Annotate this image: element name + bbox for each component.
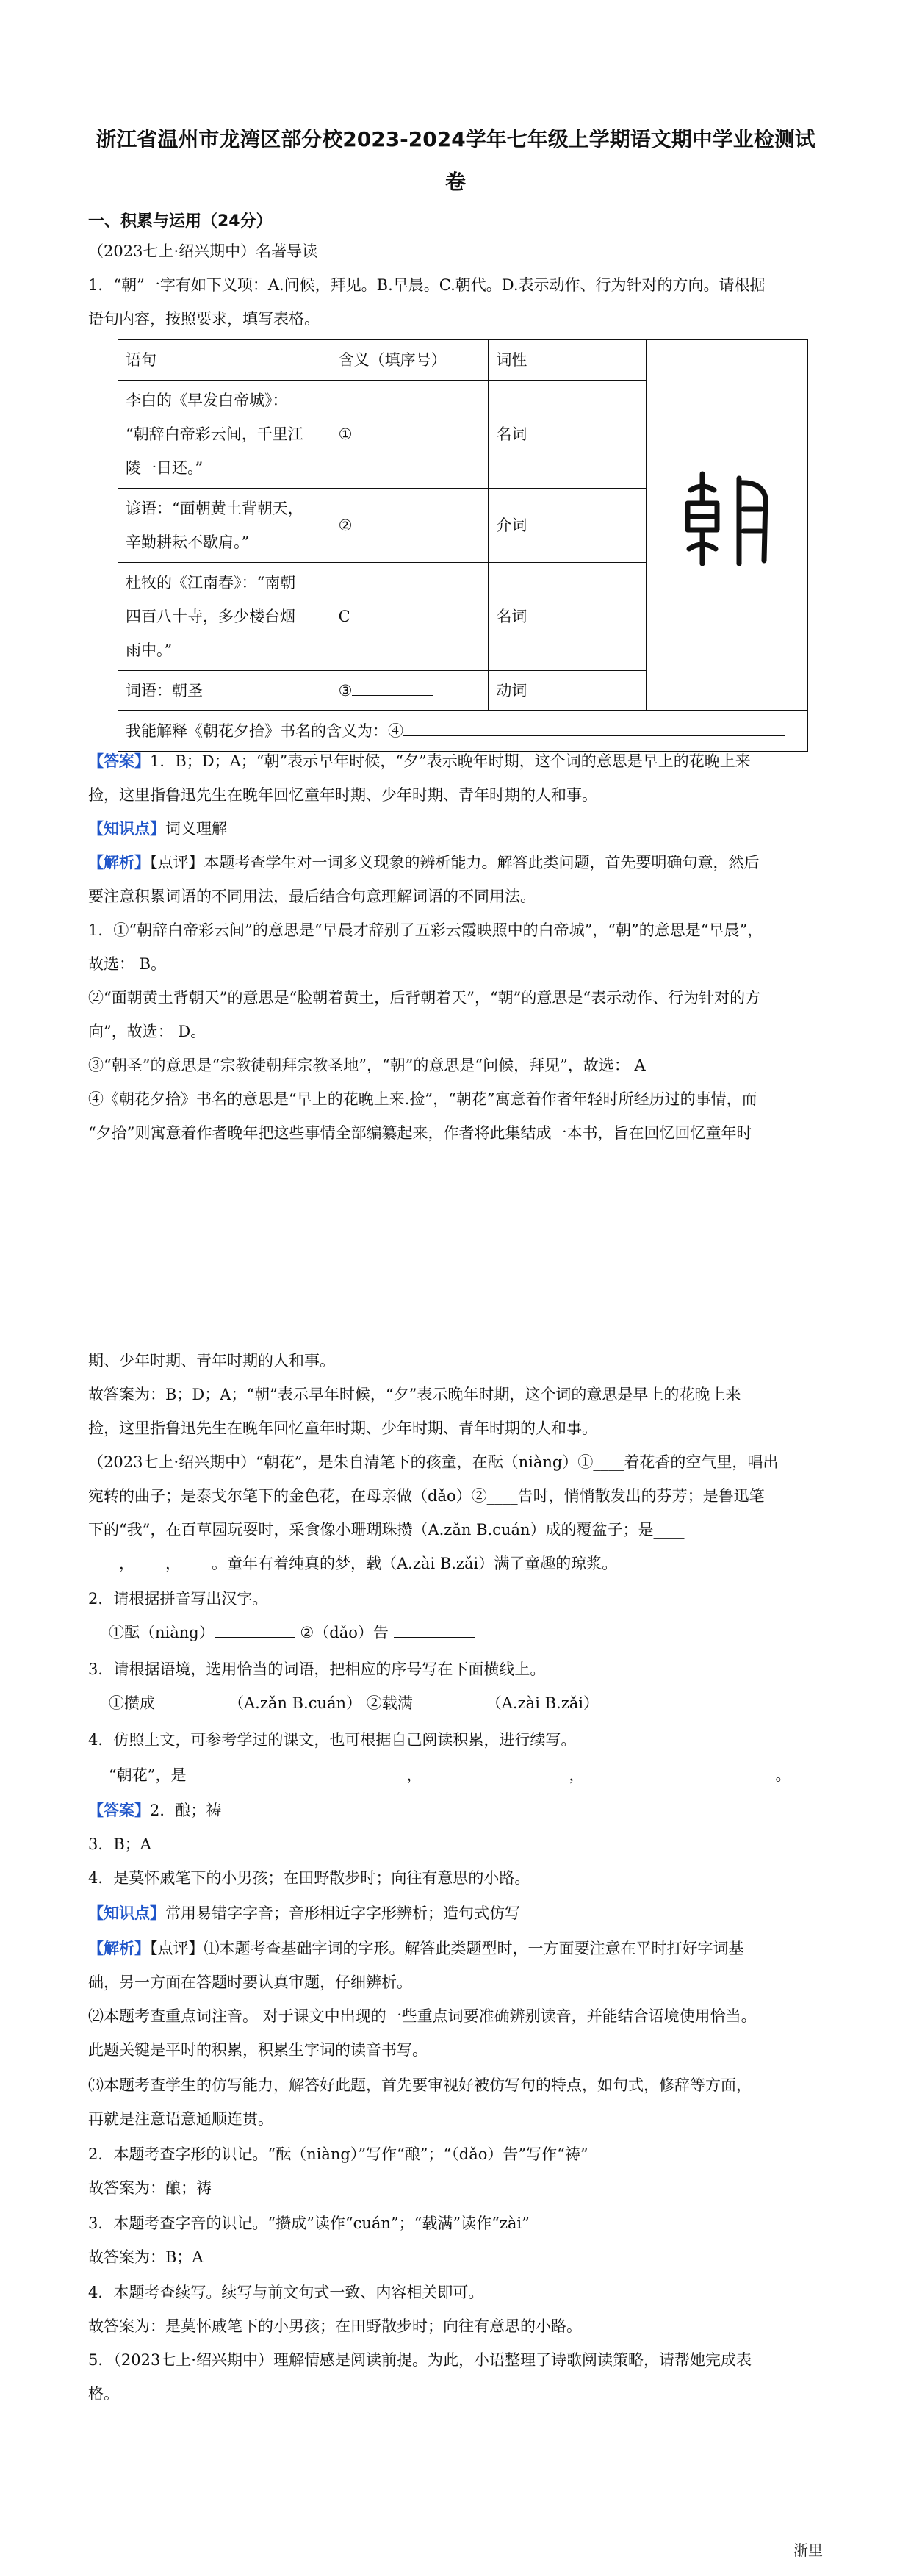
analysis-line: ④《朝花夕拾》书名的意思是“早上的花晚上来.捡”，“朝花”寓意着作者年轻时所经历过的事情，而 xyxy=(88,1090,757,1108)
question-source: （2023七上·绍兴期中）名著导读 xyxy=(88,242,318,260)
question-4-text: 4．仿照上文，可参考学过的课文，也可根据自己阅读积累，进行续写。 xyxy=(88,1731,577,1749)
answer-line: 【答案】1．B；D；A；“朝”表示早年时候，“夕”表示晚年时期，这个词的意思是早上的花晚上来 xyxy=(88,752,751,770)
table-cell-pos: 介词 xyxy=(489,489,647,563)
question-3-text: 3．请根据语境，选用恰当的词语，把相应的序号写在下面横线上。 xyxy=(88,1661,546,1678)
analysis-line: 【解析】【点评】⑴本题考查基础字词的字形。解答此类题型时，一方面要注意在平时打好字词基 xyxy=(88,1939,744,1957)
table-cell-booktitle: 我能解释《朝花夕拾》书名的含义为：④ xyxy=(118,711,808,752)
table-cell-pos: 名词 xyxy=(489,563,647,671)
analysis-line: 3．本题考查字音的识记。“攒成”读作“cuán”；“载满”读作“zài” xyxy=(88,2215,530,2232)
seal-script-glyph xyxy=(669,461,786,578)
table-cell-meaning: ② xyxy=(331,489,489,563)
analysis-line: 2．本题考查字形的识记。“酝（niàng）”写作“酿”；“（dǎo）告”写作“祷” xyxy=(88,2145,588,2163)
analysis-line: 4．本题考查续写。续写与前文句式一致、内容相关即可。 xyxy=(88,2284,484,2301)
answer-blank[interactable] xyxy=(394,1622,475,1638)
passage-line: ____，____，____。童年有着纯真的梦，载（A.zài B.zǎi）满了童趣的琼浆。 xyxy=(88,1555,618,1572)
answer-blank[interactable] xyxy=(422,1765,569,1780)
analysis-line: 此题关键是平时的积累，积累生字词的读音书写。 xyxy=(88,2041,428,2059)
answer-blank[interactable] xyxy=(403,721,785,736)
question-5-text: 格。 xyxy=(88,2385,119,2403)
table-cell-meaning: ① xyxy=(331,381,489,489)
analysis-line: 捡，这里指鲁迅先生在晚年回忆童年时期、少年时期、青年时期的人和事。 xyxy=(88,1420,597,1437)
analysis-line: ⑵本题考查重点词注音。 对于课文中出现的一些重点词要准确辨别读音，并能结合语境使用恰当。 xyxy=(88,2007,757,2025)
table-header-cell: 语句 xyxy=(118,340,331,381)
page-title: 浙江省温州市龙湾区部分校2023-2024学年七年级上学期语文期中学业检测试 xyxy=(96,127,815,151)
analysis-line: 故答案为：B；A xyxy=(88,2248,204,2266)
seal-glyph-cell xyxy=(647,340,808,711)
question-1-text: 语句内容，按照要求，填写表格。 xyxy=(88,310,320,328)
question-5-text: 5．（2023七上·绍兴期中）理解情感是阅读前提。为此，小语整理了诗歌阅读策略，请帮她完成表 xyxy=(88,2351,752,2369)
analysis-line: 向”，故选： D。 xyxy=(88,1023,206,1040)
answer-blank[interactable] xyxy=(584,1765,775,1780)
section-heading: 一、积累与运用（24分） xyxy=(88,212,273,231)
analysis-line: 期、少年时期、青年时期的人和事。 xyxy=(88,1352,335,1370)
question-table xyxy=(118,339,808,752)
table-header-cell: 含义（填序号） xyxy=(331,340,489,381)
answer-blank[interactable] xyxy=(352,424,433,439)
question-4-blanks: “朝花”，是 ， ， 。 xyxy=(109,1766,791,1784)
knowledge-point: 【知识点】词义理解 xyxy=(88,819,227,838)
analysis-line: ⑶本题考查学生的仿写能力，解答好此题，首先要审视好被仿写句的特点，如句式，修辞等方面， xyxy=(88,2076,752,2094)
table-cell-pos: 名词 xyxy=(489,381,647,489)
answer-line: 4．是莫怀戚笔下的小男孩；在田野散步时；向往有意思的小路。 xyxy=(88,1869,530,1887)
analysis-line: ②“面朝黄土背朝天”的意思是“脸朝着黄土，后背朝着天”，“朝”的意思是“表示动作、行为针对的方 xyxy=(88,989,761,1007)
question-3-items: ①攒成 （A.zǎn B.cuán） ②载满 （A.zài B.zǎi） xyxy=(109,1694,599,1712)
analysis-line: ③“朝圣”的意思是“宗教徒朝拜宗教圣地”，“朝”的意思是“问候，拜见”，故选： A xyxy=(88,1057,646,1074)
analysis-line: 【解析】【点评】本题考查学生对一词多义现象的辨析能力。解答此类问题，首先要明确句意，然后 xyxy=(88,853,760,871)
analysis-line: 1．①“朝辞白帝彩云间”的意思是“早晨才辞别了五彩云霞映照中的白帝城”，“朝”的意思是“早晨”， xyxy=(88,921,763,939)
table-row-last xyxy=(118,711,808,752)
analysis-line: 故选： B。 xyxy=(88,955,167,973)
table-cell-meaning: ③ xyxy=(331,671,489,711)
question-2-text: 2．请根据拼音写出汉字。 xyxy=(88,1590,268,1608)
answer-blank[interactable] xyxy=(413,1693,486,1708)
analysis-line: 故答案为：酿；祷 xyxy=(88,2179,212,2197)
answer-blank[interactable] xyxy=(186,1765,406,1780)
analysis-line: 础，另一方面在答题时要认真审题，仔细辨析。 xyxy=(88,1974,412,1991)
analysis-line: 故答案为：是莫怀戚笔下的小男孩；在田野散步时；向往有意思的小路。 xyxy=(88,2317,582,2335)
answer-line: 捡，这里指鲁迅先生在晚年回忆童年时期、少年时期、青年时期的人和事。 xyxy=(88,786,597,804)
answer-line: 【答案】2．酿；祷 xyxy=(88,1801,222,1819)
table-header-row xyxy=(118,340,808,381)
page-footer: 浙里 xyxy=(793,2541,823,2559)
question-1-text: 1．“朝”一字有如下义项：A.问候，拜见。B.早晨。C.朝代。D.表示动作、行为针对的方向。请根据 xyxy=(88,276,766,294)
table-cell-sentence: 杜牧的《江南春》：“南朝 四百八十寺，多少楼台烟 雨中。” xyxy=(118,563,331,671)
answer-blank[interactable] xyxy=(352,680,433,696)
analysis-line: 故答案为：B；D；A；“朝”表示早年时候，“夕”表示晚年时期，这个词的意思是早上的花晚上来 xyxy=(88,1386,741,1403)
passage-line: 宛转的曲子；是泰戈尔笔下的金色花，在母亲做（dǎo）②____告时，悄悄散发出的芬芳；是鲁迅笔 xyxy=(88,1487,765,1505)
table-cell-sentence: 李白的《早发白帝城》： “朝辞白帝彩云间，千里江 陵一日还。” xyxy=(118,381,331,489)
answer-blank[interactable] xyxy=(215,1622,295,1638)
knowledge-point: 【知识点】常用易错字字音；音形相近字字形辨析；造句式仿写 xyxy=(88,1904,520,1922)
table-header-cell: 词性 xyxy=(489,340,647,381)
question-2-items: ①酝（niàng） ②（dǎo）告 xyxy=(109,1621,475,1643)
analysis-line: “夕拾”则寓意着作者晚年把这些事情全部编纂起来，作者将此集结成一本书，旨在回忆回忆童年时 xyxy=(88,1124,752,1142)
passage-line: 下的“我”，在百草园玩耍时，采食像小珊瑚珠攒（A.zǎn B.cuán）成的覆盆子；是____ xyxy=(88,1521,685,1539)
table-cell-sentence: 谚语：“面朝黄土背朝天， 辛勤耕耘不歇肩。” xyxy=(118,489,331,563)
table-cell-pos: 动词 xyxy=(489,671,647,711)
table-cell-meaning: C xyxy=(331,563,489,671)
analysis-line: 再就是注意语意通顺连贯。 xyxy=(88,2110,273,2128)
page-title-cont: 卷 xyxy=(444,170,466,194)
table-cell-sentence: 词语：朝圣 xyxy=(118,671,331,711)
answer-line: 3．B；A xyxy=(88,1835,151,1853)
passage-line: （2023七上·绍兴期中）“朝花”，是朱自清笔下的孩童，在酝（niàng）①____着花香的空气里，唱出 xyxy=(88,1453,779,1471)
analysis-line: 要注意积累词语的不同用法，最后结合句意理解词语的不同用法。 xyxy=(88,888,536,905)
answer-blank[interactable] xyxy=(352,515,433,530)
answer-blank[interactable] xyxy=(155,1693,228,1708)
